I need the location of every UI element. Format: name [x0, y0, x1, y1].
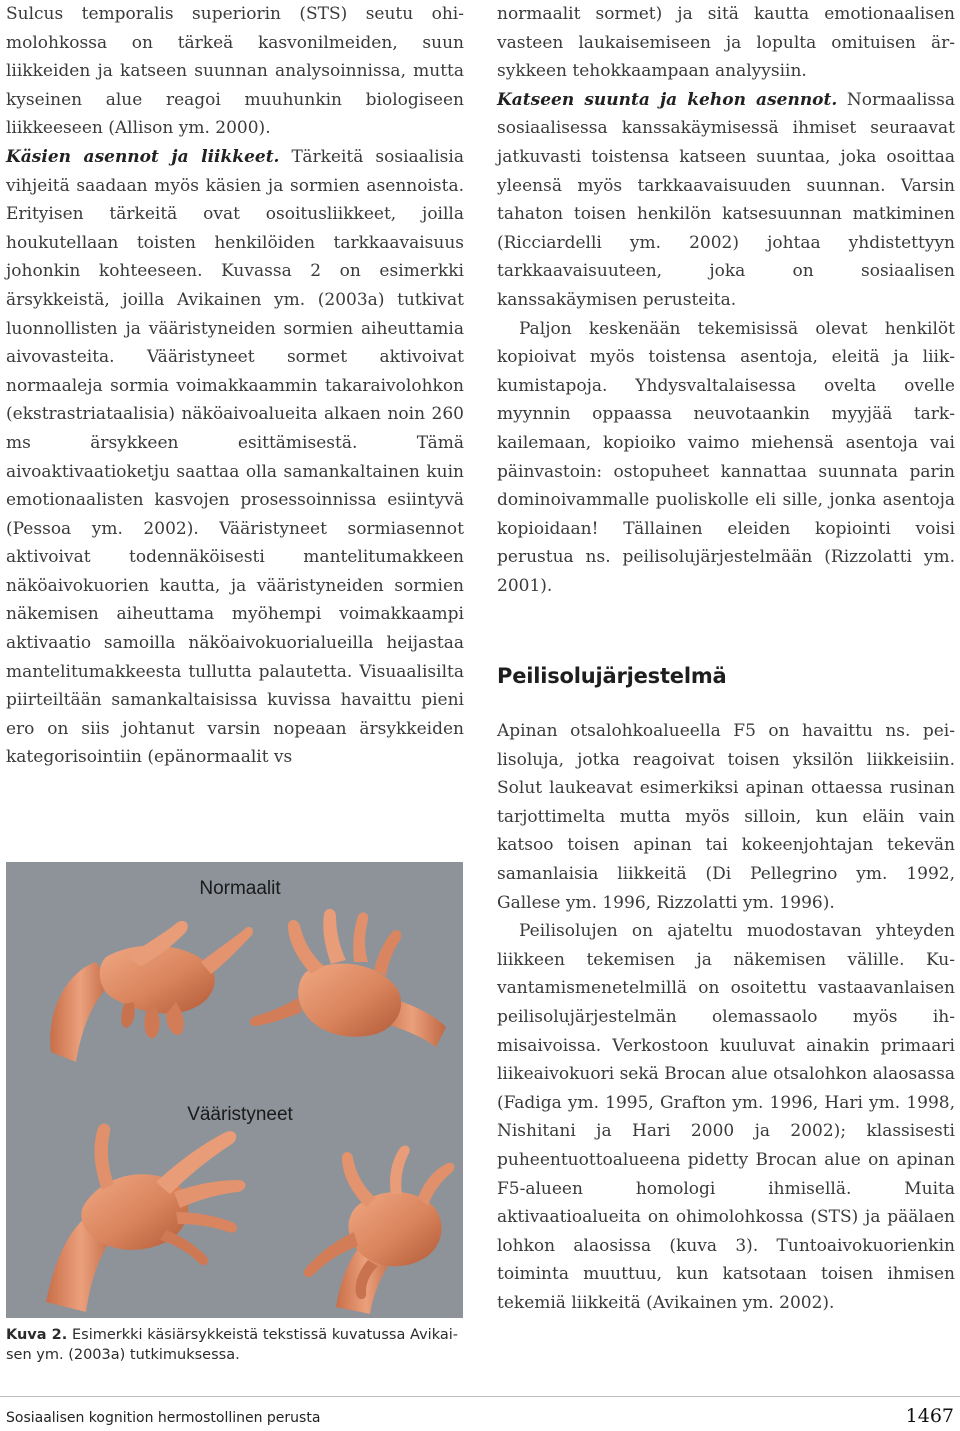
caption-label: Kuva 2.	[6, 1327, 68, 1343]
section-heading-mirror-system: Peilisolujärjestelmä	[497, 664, 727, 689]
paragraph-hand-postures-text: Tärkeitä sosiaalisia vihjeitä saadaan myös käsien ja sormien asennoista. Erityisen tärkeitä ovat osoitusliikkeet, joilla houkutellaan toisten henkilöiden tarkkaavaisuus johonkin kohteeseen. Kuvassa 2 on esimerkki ärsykkeistä, joilla Avikainen ym. (2003a) tutkivat luonnollisten ja vääristyneiden sormien aiheuttamia aivovasteita. Vääristyneet sormet aktivoivat normaaleja sormia voimakkaammin takaraivolohkon (ekstrastriataalisia) näköaivoalueita alkaen noin 260 ms ärsykkeen esittämisestä. Tämä aivoaktivaatioketju saattaa olla samankaltainen kuin emotionaalisten kasvojen prosessoinnissa esiintyvä (Pessoa ym. 2002). Vääristyneet sormiasennot aktivoivat todennäköisesti mantelitumakkeen näköaivokuorien kautta, ja vääristyneiden sormien näkemisen aiheuttama myöhempi voimakkaampi aktivaatio samoilla näköaivokuorialueilla heijastaa mantelitumakkeesta tullutta palautetta. Visuaalisilta piirteiltään samankaltaisissa kuvissa havaittu pieni ero on siis johtanut varsin nopeaan ärsykkeiden kategorisointiin (epänormaalit vs	[6, 146, 464, 768]
normal-hand-pointing	[50, 921, 253, 1062]
distorted-hand-2	[304, 1146, 454, 1314]
figure-caption	[6, 1325, 458, 1365]
paragraph-mirror-neurons: Apinan otsalohkoalueella F5 on havaittu ns. peilisoluja, jotka reagoivat toisen yksilön liikkeisiin. Solut laukeavat esimerkiksi apinan ottaessa rusinan tarjottimelta mutta myös silloin, kun eläin vain katsoo toisen apinan tai kokeenjohtajan tekevän samanlaisia liikkeitä (Di Pellegrino ym. 1992, Gallese ym. 1996, Rizzolatti ym. 1996).	[497, 721, 955, 913]
label-normaalit: Normaalit	[199, 878, 281, 899]
label-vaaristyneet: Vääristyneet	[187, 1104, 293, 1125]
left-column	[6, 0, 464, 772]
running-title: Sosiaalisen kognition hermostollinen perusta	[6, 1410, 321, 1426]
paragraph-sts: Sulcus temporalis superiorin (STS) seutu ohimolohkossa on tärkeä kasvonilmeiden, suun liikkeiden ja katseen suunnan analysoinnissa, mutta kyseinen alue reagoi muuhunkin biologiseen liikkeeseen (Allison ym. 2000).	[6, 4, 464, 139]
paragraph-posture-copying: Paljon keskenään tekemisissä olevat henkilöt kopioivat myös toistensa asentoja, eleitä ja liikkumistapoja. Yhdysvaltalaisessa ovelta ovelle myynnin oppaassa neuvotaankin myyjää tarkkailemaan, kopioiko vaimo miehensä asentoja vai päinvastoin: ostopuheet kannattaa suunnata parin dominoivammalle puoliskolle eli sille, jonka asentoja kopioidaan! Tällainen eleiden kopiointi voisi perustua ns. peilisolujärjestelmään (Rizzolatti ym. 2001).	[497, 318, 955, 596]
hand-stimuli-illustration	[6, 862, 463, 1318]
caption-text: Esimerkki käsiärsykkeistä tekstissä kuvatussa Avikai-sen ym. (2003a) tutkimuksessa.	[6, 1327, 458, 1363]
paragraph-continuation: normaalit sormet) ja sitä kautta emotionaalisen vasteen laukaisemiseen ja lopulta omituisen ärsykkeen tehokkaampaan analyysiin.	[497, 4, 955, 82]
normal-hand-open	[250, 909, 446, 1047]
subheading-gaze: Katseen suunta ja kehon asennot.	[497, 89, 838, 110]
footer-rule	[0, 1396, 960, 1397]
distorted-hand-1	[46, 1124, 246, 1312]
subheading-hand-postures: Käsien asennot ja liikkeet.	[6, 146, 280, 167]
paragraph-mirror-human: Peilisolujen on ajateltu muodostavan yhteyden liikkeen tekemisen ja näkemisen välille. Kuvantamismenetelmillä on osoitettu vastaavanlaisen peilisolujärjestelmän olemassaolo myös ihmisaivoissa. Verkostoon kuuluvat ainakin primaari liikeaivokuori sekä Brocan alue otsalohkon alaosassa (Fadiga ym. 1995, Grafton ym. 1996, Hari ym. 1998, Nishitani ja Hari 2000 ja 2002); klassisesti puheentuottoalueena pidetty Brocan alue on apinan F5-alueen homologi ihmisellä. Muita aktivaatioalueita on ohimolohkossa (STS) ja päälaen lohkon alaosissa (kuva 3). Tuntoaivokuorienkin toiminta muuttuu, kun katsotaan toisen ihmisen tekemiä liikkeitä (Avikainen ym. 2002).	[497, 921, 955, 1313]
paragraph-gaze-text: Normaalissa sosiaalisessa kanssakäymisessä ihmiset seuraavat jatkuvasti toistensa katseen suuntaa, joka osoittaa yleensä myös tarkkaavaisuuden suunnan. Varsin tahaton toisen henkilön katsesuunnan matkiminen (Ricciardelli ym. 2002) johtaa yhdistettyyn tarkkaavaisuuteen, joka on sosiaalisen kanssakäymisen perusteita.	[497, 89, 955, 310]
figure-hand-stimuli	[6, 862, 463, 1318]
paragraph-gaze	[497, 86, 955, 315]
heading-spacer	[497, 691, 955, 717]
right-column	[497, 0, 955, 1318]
page-number: 1467	[905, 1405, 954, 1427]
paragraph-hand-postures	[6, 143, 464, 772]
section-spacer	[497, 600, 955, 662]
